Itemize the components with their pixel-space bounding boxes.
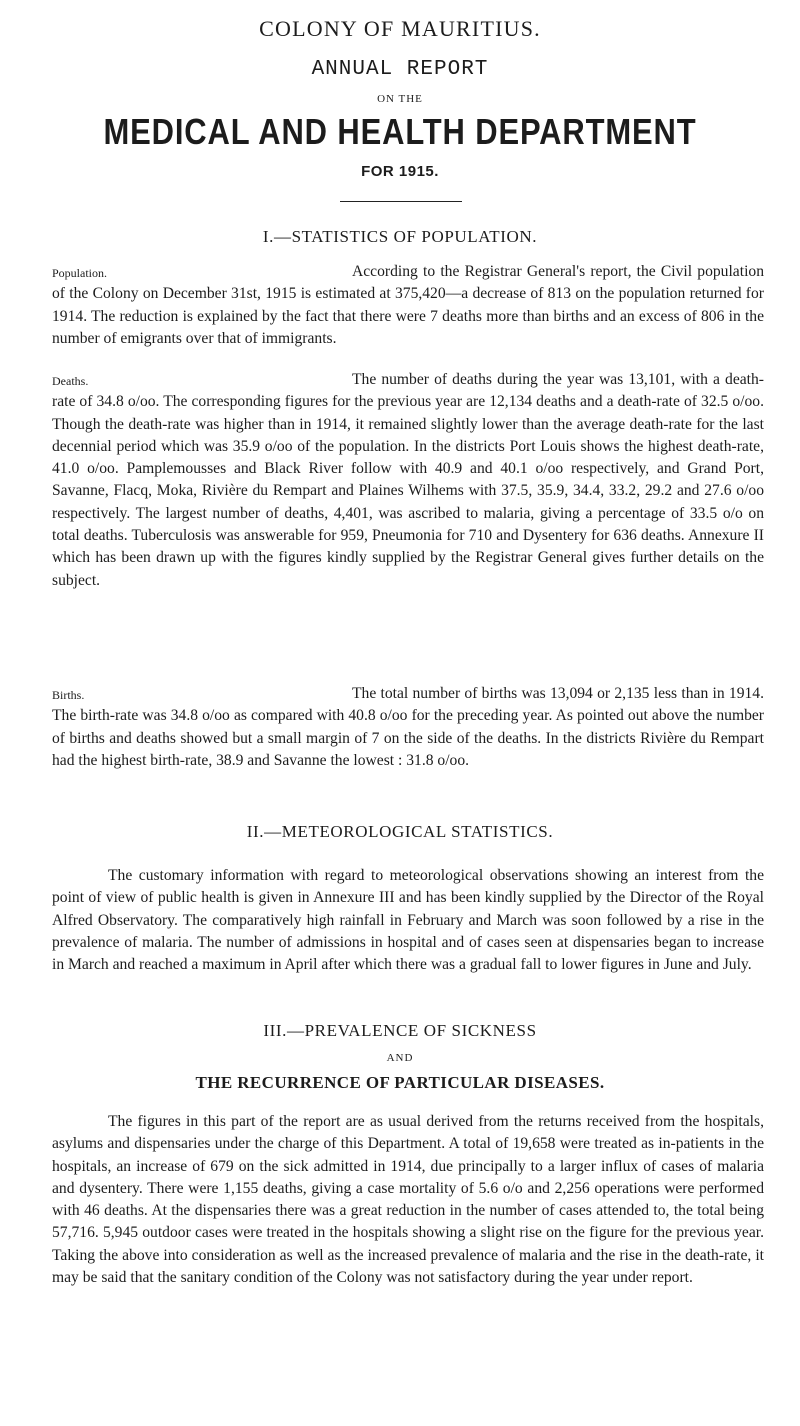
annual-report-title: ANNUAL REPORT xyxy=(311,58,489,81)
colony-title: COLONY OF MAURITIUS. xyxy=(259,16,541,41)
title-divider xyxy=(340,201,462,202)
births-sidenote: Births. xyxy=(52,688,85,702)
meteorological-paragraph: The customary information with regard to meteorological observations showing an interest from the point of view of public health is given in Annexure III and has been kindly supplied by the Director of the Royal Alfred Observatory. The comparatively high rainfall in February and March was soon followed by a rise in the prevalence of malaria. The number of admissions in hospital and of cases seen at dispensaries began to increase in March and reached a maximum in April after which there was a gradual fall to lower figures in June and July. xyxy=(52,867,764,974)
births-paragraph: The total number of births was 13,094 or 2,135 less than in 1914. The birth-rate was 34.8 o/oo as compared with 40.8 o/oo for the preceding year. As pointed out above the number of births and deaths showed but a small margin of 7 on the side of the deaths. In the districts Rivière du Rempart had the highest birth-rate, 38.9 and Savanne the lowest : 31.8 o/oo. xyxy=(52,685,764,769)
deaths-paragraph: The number of deaths during the year was 13,101, with a death-rate of 34.8 o/oo. The corresponding figures for the previous year are 12,134 deaths and a death-rate of 32.5 o/oo. Though the death-rate was higher than in 1914, it remained slightly lower than the average death-rate for the last decennial period which was 35.9 o/oo of the population. In the districts Port Louis shows the highest death-rate, 41.0 o/oo. Pamplemousses and Black River follow with 40.9 and 40.1 o/oo respectively, and Grand Port, Savanne, Flacq, Moka, Rivière du Rempart and Plaines Wilhems with 37.5, 35.9, 34.4, 33.2, 29.2 and 27.6 o/oo respectively. The largest number of deaths, 4,401, was ascribed to malaria, giving a percentage of 33.5 o/o on total deaths. Tuberculosis was answerable for 959, Pneumonia for 710 and Dysentery for 636 deaths. Annexure II which has been drawn up with the figures kindly supplied by the Registrar General gives further details on the subject. xyxy=(52,371,764,589)
section-3-subheading: THE RECURRENCE OF PARTICULAR DISEASES. xyxy=(195,1073,605,1092)
deaths-sidenote: Deaths. xyxy=(52,374,89,388)
section-3-and: AND xyxy=(386,1052,414,1064)
section-1-heading: I.—STATISTICS OF POPULATION. xyxy=(262,227,538,246)
department-title: MEDICAL AND HEALTH DEPARTMENT xyxy=(103,111,697,152)
section-2-heading: II.—METEOROLOGICAL STATISTICS. xyxy=(246,822,554,841)
report-year: FOR 1915. xyxy=(361,163,439,180)
section-3-heading: III.—PREVALENCE OF SICKNESS xyxy=(263,1021,537,1040)
on-the-label: ON THE xyxy=(377,93,423,105)
sickness-paragraph: The figures in this part of the report are as usual derived from the returns received from the hospitals, asylums and dispensaries under the charge of this Department. A total of 19,658 were treated as in-patients in the hospitals, an increase of 679 on the sick admitted in 1914, due principally to a larger influx of cases of malaria and dysentery. There were 1,155 deaths, giving a case mortality of 5.6 o/o and 2,256 operations were performed with 46 deaths. At the dispensaries there was a great reduction in the number of cases attended to, the total being 57,716. 5,945 outdoor cases were treated in the hospitals showing a slight rise on the figure for the previous year. Taking the above into consideration as well as the increased prevalence of malaria and the rise in the death-rate, it may be said that the sanitary condition of the Colony was not satisfactory during the year under report. xyxy=(52,1113,764,1287)
population-paragraph: According to the Registrar General's report, the Civil population of the Colony on December 31st, 1915 is estimated at 375,420—a decrease of 813 on the population returned for 1914. The reduction is explained by the fact that there were 7 deaths more than births and an excess of 806 in the number of emigrants over that of immigrants. xyxy=(52,263,764,347)
population-sidenote: Population. xyxy=(52,266,108,280)
